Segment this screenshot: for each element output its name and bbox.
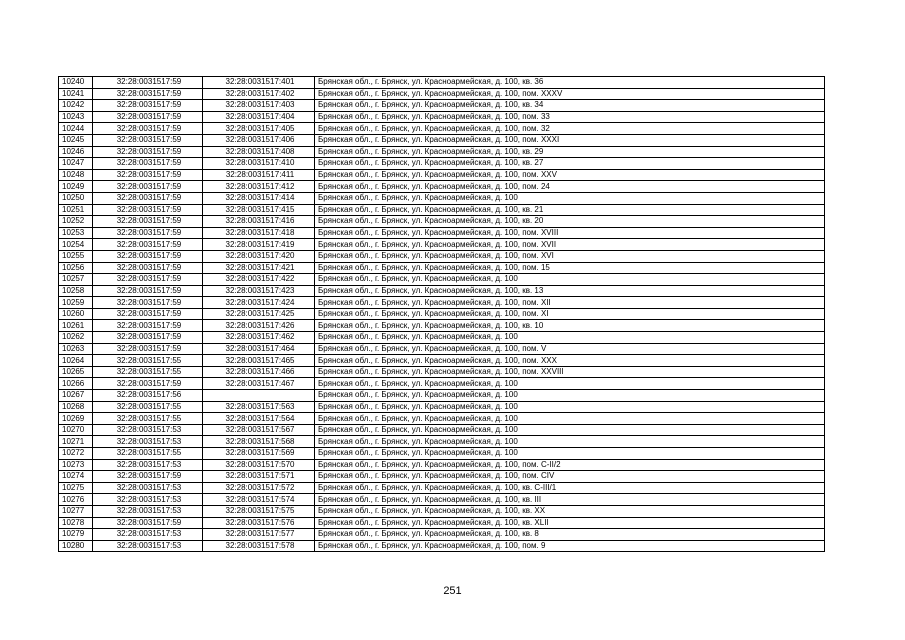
quarter-number-cell: 32:28:0031517:55 (93, 355, 203, 367)
cadastral-number-cell: 32:28:0031517:424 (203, 297, 315, 309)
address-cell: Брянская обл., г. Брянск, ул. Красноармейская, д. 100, пом. XXXV (315, 88, 825, 100)
row-number-cell: 10241 (59, 88, 93, 100)
cadastral-number-cell: 32:28:0031517:577 (203, 529, 315, 541)
table-row (59, 424, 825, 436)
cadastral-number-cell: 32:28:0031517:416 (203, 216, 315, 228)
table-row (59, 123, 825, 135)
table-row (59, 459, 825, 471)
table-row (59, 134, 825, 146)
cadastral-number-cell: 32:28:0031517:567 (203, 424, 315, 436)
address-cell: Брянская обл., г. Брянск, ул. Красноармейская, д. 100, пом. XVI (315, 250, 825, 262)
quarter-number-cell: 32:28:0031517:59 (93, 517, 203, 529)
row-number-cell: 10267 (59, 390, 93, 402)
cadastral-number-cell: 32:28:0031517:406 (203, 134, 315, 146)
quarter-number-cell: 32:28:0031517:59 (93, 88, 203, 100)
row-number-cell: 10250 (59, 192, 93, 204)
address-cell: Брянская обл., г. Брянск, ул. Красноармейская, д. 100, кв. III (315, 494, 825, 506)
row-number-cell: 10276 (59, 494, 93, 506)
table-row (59, 401, 825, 413)
row-number-cell: 10277 (59, 505, 93, 517)
row-number-cell: 10279 (59, 529, 93, 541)
table-row (59, 540, 825, 552)
cadastral-number-cell: 32:28:0031517:568 (203, 436, 315, 448)
row-number-cell: 10251 (59, 204, 93, 216)
cadastral-number-cell: 32:28:0031517:466 (203, 366, 315, 378)
address-cell: Брянская обл., г. Брянск, ул. Красноармейская, д. 100, кв. 8 (315, 529, 825, 541)
row-number-cell: 10271 (59, 436, 93, 448)
address-cell: Брянская обл., г. Брянск, ул. Красноармейская, д. 100, кв. 36 (315, 77, 825, 89)
table-row (59, 413, 825, 425)
quarter-number-cell: 32:28:0031517:55 (93, 366, 203, 378)
row-number-cell: 10268 (59, 401, 93, 413)
quarter-number-cell: 32:28:0031517:59 (93, 250, 203, 262)
table-row (59, 239, 825, 251)
quarter-number-cell: 32:28:0031517:59 (93, 216, 203, 228)
table-row (59, 274, 825, 286)
cadastral-number-cell: 32:28:0031517:467 (203, 378, 315, 390)
quarter-number-cell: 32:28:0031517:59 (93, 308, 203, 320)
cadastral-number-cell: 32:28:0031517:578 (203, 540, 315, 552)
cadastral-number-cell: 32:28:0031517:408 (203, 146, 315, 158)
row-number-cell: 10259 (59, 297, 93, 309)
cadastral-table (58, 76, 825, 552)
quarter-number-cell: 32:28:0031517:59 (93, 192, 203, 204)
row-number-cell: 10264 (59, 355, 93, 367)
row-number-cell: 10255 (59, 250, 93, 262)
table-row (59, 332, 825, 344)
address-cell: Брянская обл., г. Брянск, ул. Красноармейская, д. 100, кв. XLII (315, 517, 825, 529)
address-cell: Брянская обл., г. Брянск, ул. Красноармейская, д. 100, пом. XVII (315, 239, 825, 251)
table-row (59, 181, 825, 193)
row-number-cell: 10240 (59, 77, 93, 89)
address-cell: Брянская обл., г. Брянск, ул. Красноармейская, д. 100, кв. 13 (315, 285, 825, 297)
row-number-cell: 10244 (59, 123, 93, 135)
quarter-number-cell: 32:28:0031517:59 (93, 123, 203, 135)
cadastral-number-cell: 32:28:0031517:401 (203, 77, 315, 89)
table-row (59, 366, 825, 378)
table-body (59, 77, 825, 552)
cadastral-number-cell: 32:28:0031517:418 (203, 227, 315, 239)
row-number-cell: 10273 (59, 459, 93, 471)
cadastral-number-cell: 32:28:0031517:465 (203, 355, 315, 367)
address-cell: Брянская обл., г. Брянск, ул. Красноармейская, д. 100, пом. XXVIII (315, 366, 825, 378)
cadastral-number-cell: 32:28:0031517:426 (203, 320, 315, 332)
table-row (59, 320, 825, 332)
address-cell: Брянская обл., г. Брянск, ул. Красноармейская, д. 100 (315, 448, 825, 460)
table-row (59, 436, 825, 448)
table-row (59, 343, 825, 355)
cadastral-number-cell: 32:28:0031517:403 (203, 100, 315, 112)
address-cell: Брянская обл., г. Брянск, ул. Красноармейская, д. 100 (315, 378, 825, 390)
table-row (59, 529, 825, 541)
quarter-number-cell: 32:28:0031517:56 (93, 390, 203, 402)
quarter-number-cell: 32:28:0031517:55 (93, 413, 203, 425)
quarter-number-cell: 32:28:0031517:59 (93, 77, 203, 89)
quarter-number-cell: 32:28:0031517:59 (93, 169, 203, 181)
table-row (59, 146, 825, 158)
cadastral-number-cell: 32:28:0031517:462 (203, 332, 315, 344)
address-cell: Брянская обл., г. Брянск, ул. Красноармейская, д. 100, пом. 15 (315, 262, 825, 274)
table-row (59, 77, 825, 89)
cadastral-number-cell: 32:28:0031517:420 (203, 250, 315, 262)
cadastral-number-cell: 32:28:0031517:423 (203, 285, 315, 297)
quarter-number-cell: 32:28:0031517:59 (93, 227, 203, 239)
table-row (59, 482, 825, 494)
quarter-number-cell: 32:28:0031517:59 (93, 100, 203, 112)
quarter-number-cell: 32:28:0031517:55 (93, 448, 203, 460)
address-cell: Брянская обл., г. Брянск, ул. Красноармейская, д. 100 (315, 274, 825, 286)
table-row (59, 216, 825, 228)
cadastral-number-cell: 32:28:0031517:575 (203, 505, 315, 517)
row-number-cell: 10262 (59, 332, 93, 344)
page-number: 251 (443, 585, 462, 597)
quarter-number-cell: 32:28:0031517:59 (93, 111, 203, 123)
cadastral-number-cell: 32:28:0031517:425 (203, 308, 315, 320)
address-cell: Брянская обл., г. Брянск, ул. Красноармейская, д. 100, кв. 29 (315, 146, 825, 158)
table-row (59, 517, 825, 529)
address-cell: Брянская обл., г. Брянск, ул. Красноармейская, д. 100, кв. 27 (315, 158, 825, 170)
table-row (59, 192, 825, 204)
address-cell: Брянская обл., г. Брянск, ул. Красноармейская, д. 100, пом. XXXI (315, 134, 825, 146)
table-row (59, 297, 825, 309)
quarter-number-cell: 32:28:0031517:59 (93, 320, 203, 332)
table-row (59, 262, 825, 274)
row-number-cell: 10254 (59, 239, 93, 251)
address-cell: Брянская обл., г. Брянск, ул. Красноармейская, д. 100, пом. XVIII (315, 227, 825, 239)
address-cell: Брянская обл., г. Брянск, ул. Красноармейская, д. 100 (315, 424, 825, 436)
row-number-cell: 10243 (59, 111, 93, 123)
quarter-number-cell: 32:28:0031517:53 (93, 529, 203, 541)
row-number-cell: 10258 (59, 285, 93, 297)
cadastral-number-cell: 32:28:0031517:404 (203, 111, 315, 123)
address-cell: Брянская обл., г. Брянск, ул. Красноармейская, д. 100, кв. С-III/1 (315, 482, 825, 494)
row-number-cell: 10278 (59, 517, 93, 529)
table-row (59, 88, 825, 100)
table-row (59, 494, 825, 506)
quarter-number-cell: 32:28:0031517:59 (93, 134, 203, 146)
table-row (59, 169, 825, 181)
cadastral-number-cell: 32:28:0031517:563 (203, 401, 315, 413)
row-number-cell: 10253 (59, 227, 93, 239)
address-cell: Брянская обл., г. Брянск, ул. Красноармейская, д. 100, кв. 10 (315, 320, 825, 332)
cadastral-number-cell: 32:28:0031517:574 (203, 494, 315, 506)
cadastral-number-cell: 32:28:0031517:405 (203, 123, 315, 135)
quarter-number-cell: 32:28:0031517:53 (93, 482, 203, 494)
cadastral-number-cell: 32:28:0031517:421 (203, 262, 315, 274)
address-cell: Брянская обл., г. Брянск, ул. Красноармейская, д. 100 (315, 401, 825, 413)
quarter-number-cell: 32:28:0031517:59 (93, 378, 203, 390)
cadastral-number-cell: 32:28:0031517:464 (203, 343, 315, 355)
cadastral-number-cell: 32:28:0031517:415 (203, 204, 315, 216)
cadastral-number-cell: 32:28:0031517:402 (203, 88, 315, 100)
address-cell: Брянская обл., г. Брянск, ул. Красноармейская, д. 100, пом. XI (315, 308, 825, 320)
row-number-cell: 10263 (59, 343, 93, 355)
table-row (59, 378, 825, 390)
address-cell: Брянская обл., г. Брянск, ул. Красноармейская, д. 100, пом. С-II/2 (315, 459, 825, 471)
table-row (59, 448, 825, 460)
table-row (59, 227, 825, 239)
row-number-cell: 10245 (59, 134, 93, 146)
cadastral-number-cell: 32:28:0031517:572 (203, 482, 315, 494)
table-row (59, 308, 825, 320)
cadastral-number-cell: 32:28:0031517:414 (203, 192, 315, 204)
table-row (59, 390, 825, 402)
quarter-number-cell: 32:28:0031517:59 (93, 274, 203, 286)
table-row (59, 100, 825, 112)
cadastral-number-cell: 32:28:0031517:570 (203, 459, 315, 471)
cadastral-number-cell: 32:28:0031517:419 (203, 239, 315, 251)
quarter-number-cell: 32:28:0031517:59 (93, 146, 203, 158)
quarter-number-cell: 32:28:0031517:53 (93, 424, 203, 436)
table-row (59, 158, 825, 170)
address-cell: Брянская обл., г. Брянск, ул. Красноармейская, д. 100, пом. 9 (315, 540, 825, 552)
cadastral-number-cell: 32:28:0031517:411 (203, 169, 315, 181)
quarter-number-cell: 32:28:0031517:59 (93, 262, 203, 274)
row-number-cell: 10246 (59, 146, 93, 158)
quarter-number-cell: 32:28:0031517:59 (93, 297, 203, 309)
row-number-cell: 10242 (59, 100, 93, 112)
row-number-cell: 10266 (59, 378, 93, 390)
address-cell: Брянская обл., г. Брянск, ул. Красноармейская, д. 100 (315, 332, 825, 344)
row-number-cell: 10247 (59, 158, 93, 170)
cadastral-number-cell: 32:28:0031517:564 (203, 413, 315, 425)
table-row (59, 250, 825, 262)
row-number-cell: 10265 (59, 366, 93, 378)
row-number-cell: 10280 (59, 540, 93, 552)
table-row (59, 355, 825, 367)
quarter-number-cell: 32:28:0031517:59 (93, 239, 203, 251)
address-cell: Брянская обл., г. Брянск, ул. Красноармейская, д. 100, пом. CIV (315, 471, 825, 483)
address-cell: Брянская обл., г. Брянск, ул. Красноармейская, д. 100, кв. XX (315, 505, 825, 517)
cadastral-number-cell: 32:28:0031517:410 (203, 158, 315, 170)
quarter-number-cell: 32:28:0031517:53 (93, 459, 203, 471)
quarter-number-cell: 32:28:0031517:59 (93, 471, 203, 483)
quarter-number-cell: 32:28:0031517:55 (93, 401, 203, 413)
row-number-cell: 10256 (59, 262, 93, 274)
table-row (59, 285, 825, 297)
quarter-number-cell: 32:28:0031517:59 (93, 204, 203, 216)
cadastral-number-cell: 32:28:0031517:569 (203, 448, 315, 460)
row-number-cell: 10270 (59, 424, 93, 436)
quarter-number-cell: 32:28:0031517:53 (93, 540, 203, 552)
row-number-cell: 10275 (59, 482, 93, 494)
row-number-cell: 10269 (59, 413, 93, 425)
cadastral-number-cell (203, 390, 315, 402)
row-number-cell: 10272 (59, 448, 93, 460)
address-cell: Брянская обл., г. Брянск, ул. Красноармейская, д. 100, пом. V (315, 343, 825, 355)
address-cell: Брянская обл., г. Брянск, ул. Красноармейская, д. 100, пом. 32 (315, 123, 825, 135)
address-cell: Брянская обл., г. Брянск, ул. Красноармейская, д. 100, кв. 20 (315, 216, 825, 228)
row-number-cell: 10260 (59, 308, 93, 320)
quarter-number-cell: 32:28:0031517:59 (93, 343, 203, 355)
address-cell: Брянская обл., г. Брянск, ул. Красноармейская, д. 100 (315, 413, 825, 425)
row-number-cell: 10261 (59, 320, 93, 332)
table-row (59, 471, 825, 483)
row-number-cell: 10274 (59, 471, 93, 483)
cadastral-number-cell: 32:28:0031517:422 (203, 274, 315, 286)
address-cell: Брянская обл., г. Брянск, ул. Красноармейская, д. 100, пом. 33 (315, 111, 825, 123)
row-number-cell: 10252 (59, 216, 93, 228)
cadastral-number-cell: 32:28:0031517:571 (203, 471, 315, 483)
address-cell: Брянская обл., г. Брянск, ул. Красноармейская, д. 100, пом. XXX (315, 355, 825, 367)
quarter-number-cell: 32:28:0031517:53 (93, 494, 203, 506)
row-number-cell: 10249 (59, 181, 93, 193)
quarter-number-cell: 32:28:0031517:59 (93, 332, 203, 344)
address-cell: Брянская обл., г. Брянск, ул. Красноармейская, д. 100, пом. XXV (315, 169, 825, 181)
table-row (59, 505, 825, 517)
address-cell: Брянская обл., г. Брянск, ул. Красноармейская, д. 100, пом. XII (315, 297, 825, 309)
quarter-number-cell: 32:28:0031517:53 (93, 505, 203, 517)
address-cell: Брянская обл., г. Брянск, ул. Красноармейская, д. 100, кв. 34 (315, 100, 825, 112)
address-cell: Брянская обл., г. Брянск, ул. Красноармейская, д. 100, пом. 24 (315, 181, 825, 193)
quarter-number-cell: 32:28:0031517:59 (93, 158, 203, 170)
row-number-cell: 10248 (59, 169, 93, 181)
table-row (59, 204, 825, 216)
address-cell: Брянская обл., г. Брянск, ул. Красноармейская, д. 100 (315, 436, 825, 448)
address-cell: Брянская обл., г. Брянск, ул. Красноармейская, д. 100 (315, 192, 825, 204)
table-row (59, 111, 825, 123)
quarter-number-cell: 32:28:0031517:53 (93, 436, 203, 448)
address-cell: Брянская обл., г. Брянск, ул. Красноармейская, д. 100, кв. 21 (315, 204, 825, 216)
quarter-number-cell: 32:28:0031517:59 (93, 181, 203, 193)
row-number-cell: 10257 (59, 274, 93, 286)
address-cell: Брянская обл., г. Брянск, ул. Красноармейская, д. 100 (315, 390, 825, 402)
cadastral-number-cell: 32:28:0031517:412 (203, 181, 315, 193)
quarter-number-cell: 32:28:0031517:59 (93, 285, 203, 297)
cadastral-number-cell: 32:28:0031517:576 (203, 517, 315, 529)
